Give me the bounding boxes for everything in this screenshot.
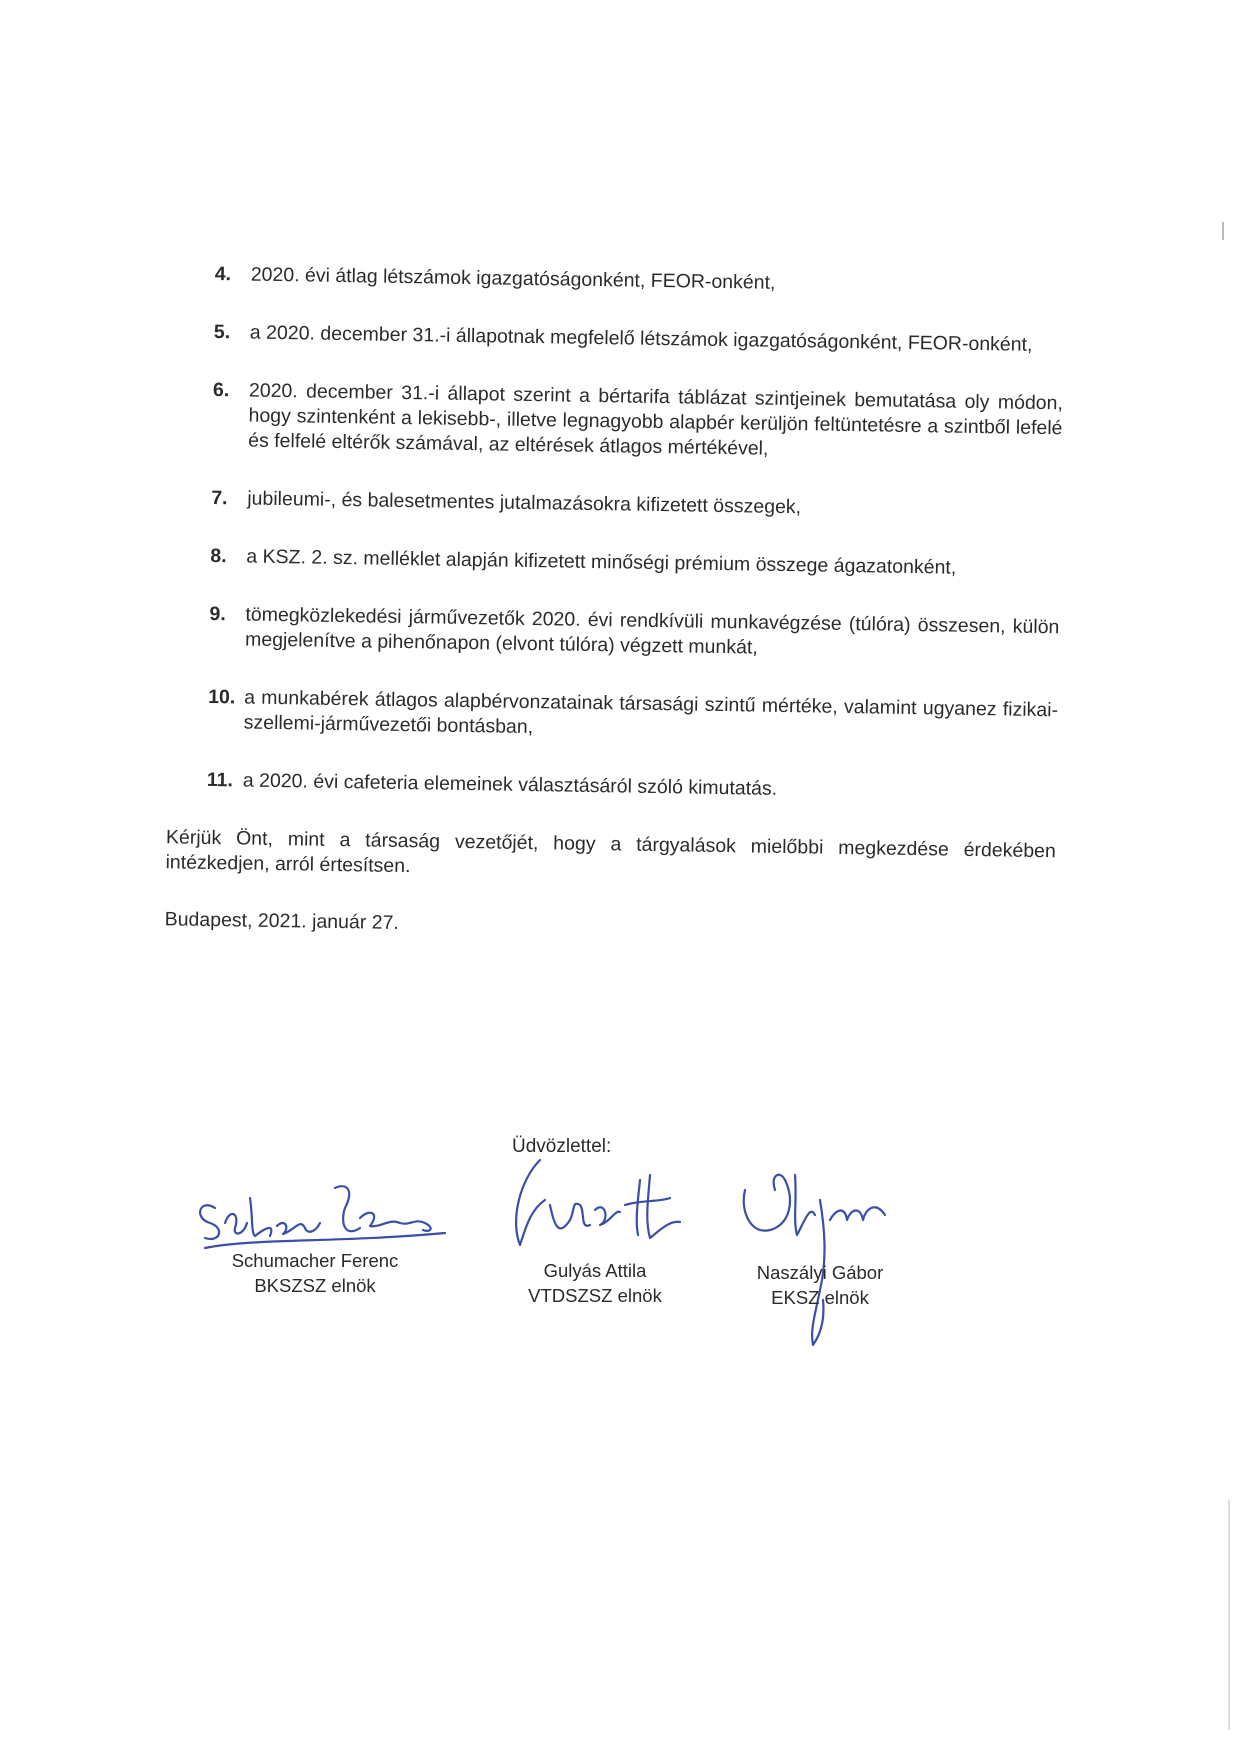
list-item-number: 8.	[210, 544, 227, 568]
list-item-number: 6.	[212, 378, 230, 402]
signatory-title: BKSZSZ elnök	[254, 1275, 376, 1296]
list-item-text: tömegközlekedési járművezetők 2020. évi rendkívüli munkavégzése (túlóra) összesen, külön megjelenítve a pihenőnapon (elvont túlóra) végzett munkát,	[244, 603, 1060, 659]
list-item-text: 2020. december 31.-i állapot szerint a bértarifa táblázat szintjeinek bemutatása oly módon, hogy szintenként a lekisebb-, illetve legnagyobb alapbér kerüljön feltüntetésre a szintből lefelé és felfelé eltérők számával, az eltérések átlagos mértékével,	[248, 379, 1064, 460]
list-item-text: jubileumi-, és balesetmentes jutalmazásokra kifizetett összegek,	[247, 487, 802, 519]
list-item-number: 5.	[213, 320, 231, 344]
list-item	[214, 320, 1064, 358]
list-item	[207, 768, 1057, 806]
signatory-title: EKSZ elnök	[771, 1287, 869, 1308]
list-item-text: a 2020. évi cafeteria elemeinek választásáról szóló kimutatás.	[242, 769, 778, 800]
signatory-block	[505, 1258, 685, 1308]
scan-edge-mark	[1228, 1500, 1230, 1730]
list-item-text: a munkabérek átlagos alapbérvonzatainak társasági szintű mértéke, valamint ugyanez fizikai-szellemi-járművezetői bontásban,	[243, 686, 1059, 739]
list-item-number: 7.	[211, 486, 228, 510]
list-item-text: a KSZ. 2. sz. melléklet alapján kifizetett minőségi prémium összege ágazatonként,	[246, 545, 957, 579]
signatory-title: VTDSZSZ elnök	[528, 1285, 662, 1306]
signatory-name: Gulyás Attila	[543, 1260, 647, 1281]
list-item-text: 2020. évi átlag létszámok igazgatóságonként, FEOR-onként,	[250, 263, 776, 294]
signatory-block	[215, 1248, 415, 1298]
list-item	[210, 544, 1060, 582]
signature-gulyas	[500, 1150, 700, 1260]
date-line: Budapest, 2021. január 27.	[164, 908, 400, 934]
signatory-name: Naszályi Gábor	[756, 1262, 884, 1283]
list-item-number: 9.	[209, 602, 226, 626]
list-item	[208, 685, 1059, 748]
list-item-number: 4.	[214, 262, 232, 286]
greeting: Üdvözlettel:	[512, 1136, 612, 1157]
signature-schumacher	[195, 1178, 495, 1258]
request-paragraph: Kérjük Önt, mint a társaság vezetőjét, hogy a tárgyalások mielőbbi megkezdése érdekében intézkedjen, arról értesítsen.	[165, 826, 1057, 878]
list-item-number: 11.	[206, 768, 234, 792]
list-item	[212, 378, 1063, 466]
list-item	[211, 486, 1061, 524]
list-item	[215, 262, 1065, 300]
list-item-text: a 2020. december 31.-i állapotnak megfelelő létszámok igazgatóságonként, FEOR-onként,	[249, 321, 1033, 356]
letter-body	[164, 262, 1065, 978]
scan-edge-mark	[1222, 222, 1224, 240]
list-item-number: 10.	[207, 685, 236, 709]
signatory-block	[740, 1260, 900, 1310]
signatory-name: Schumacher Ferenc	[231, 1250, 399, 1271]
list-item	[209, 602, 1060, 665]
